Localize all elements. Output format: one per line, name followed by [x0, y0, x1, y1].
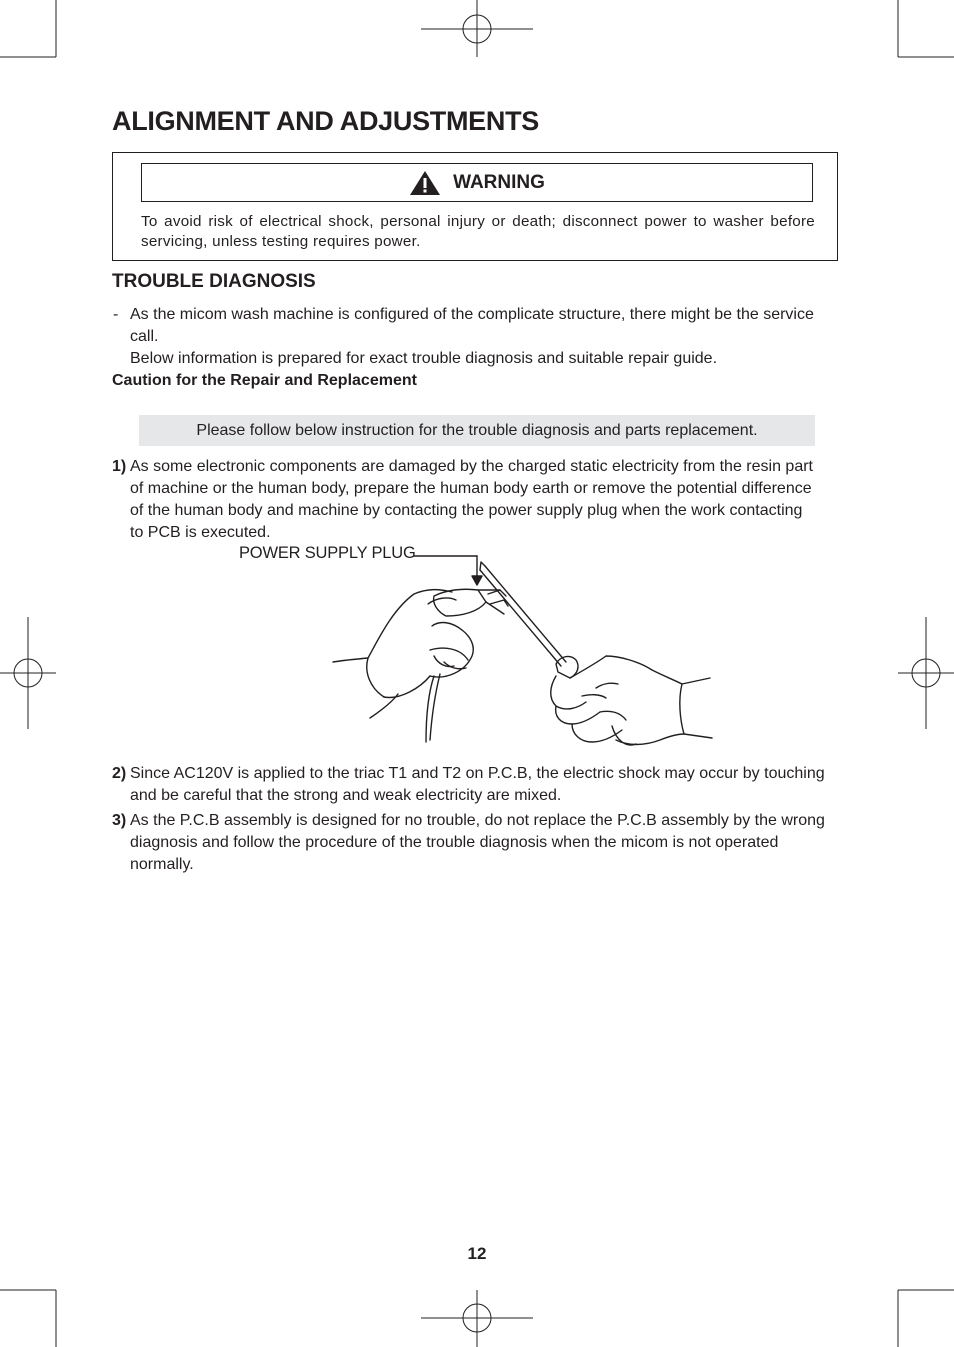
page-title: ALIGNMENT AND ADJUSTMENTS — [112, 106, 539, 136]
warning-header — [141, 163, 813, 202]
figure-label: POWER SUPPLY PLUG — [239, 544, 416, 562]
warning-text: To avoid risk of electrical shock, personal injury or death; disconnect power to washer before servicing, unless testing requires power. — [141, 213, 815, 250]
intro-line-1: As the micom wash machine is configured of the complicate structure, there might be the service call. — [130, 306, 814, 345]
caution-heading: Caution for the Repair and Replacement — [112, 372, 417, 389]
intro-line-2: Below information is prepared for exact trouble diagnosis and suitable repair guide. — [130, 350, 718, 367]
instruction-note — [139, 415, 815, 446]
instruction-note-text: Please follow below instruction for the trouble diagnosis and parts replacement. — [196, 421, 758, 439]
item-number-3: 3) — [112, 812, 127, 829]
item-number-1: 1) — [112, 458, 127, 475]
item-number-2: 2) — [112, 765, 127, 782]
item-text-3: As the P.C.B assembly is designed for no trouble, do not replace the P.C.B assembly by the wrong diagnosis and follow the procedure of the trouble diagnosis when the micom is not operated normally. — [130, 812, 825, 873]
page-number: 12 — [467, 1244, 487, 1263]
power-plug-illustration — [230, 545, 730, 750]
warning-label: WARNING — [453, 171, 545, 193]
warning-triangle-icon — [409, 170, 441, 196]
section-heading: TROUBLE DIAGNOSIS — [112, 271, 316, 292]
warning-box — [112, 152, 838, 261]
bullet-dash: - — [113, 306, 119, 323]
item-text-2: Since AC120V is applied to the triac T1 and T2 on P.C.B, the electric shock may occur by touching and be careful that the strong and weak electricity are mixed. — [130, 765, 825, 804]
item-text-1: As some electronic components are damaged by the charged static electricity from the resin part of machine or the human body, prepare the human body earth or remove the potential difference of the human body and machine by contacting the power supply plug when the work contacting to PCB is executed. — [130, 458, 813, 541]
